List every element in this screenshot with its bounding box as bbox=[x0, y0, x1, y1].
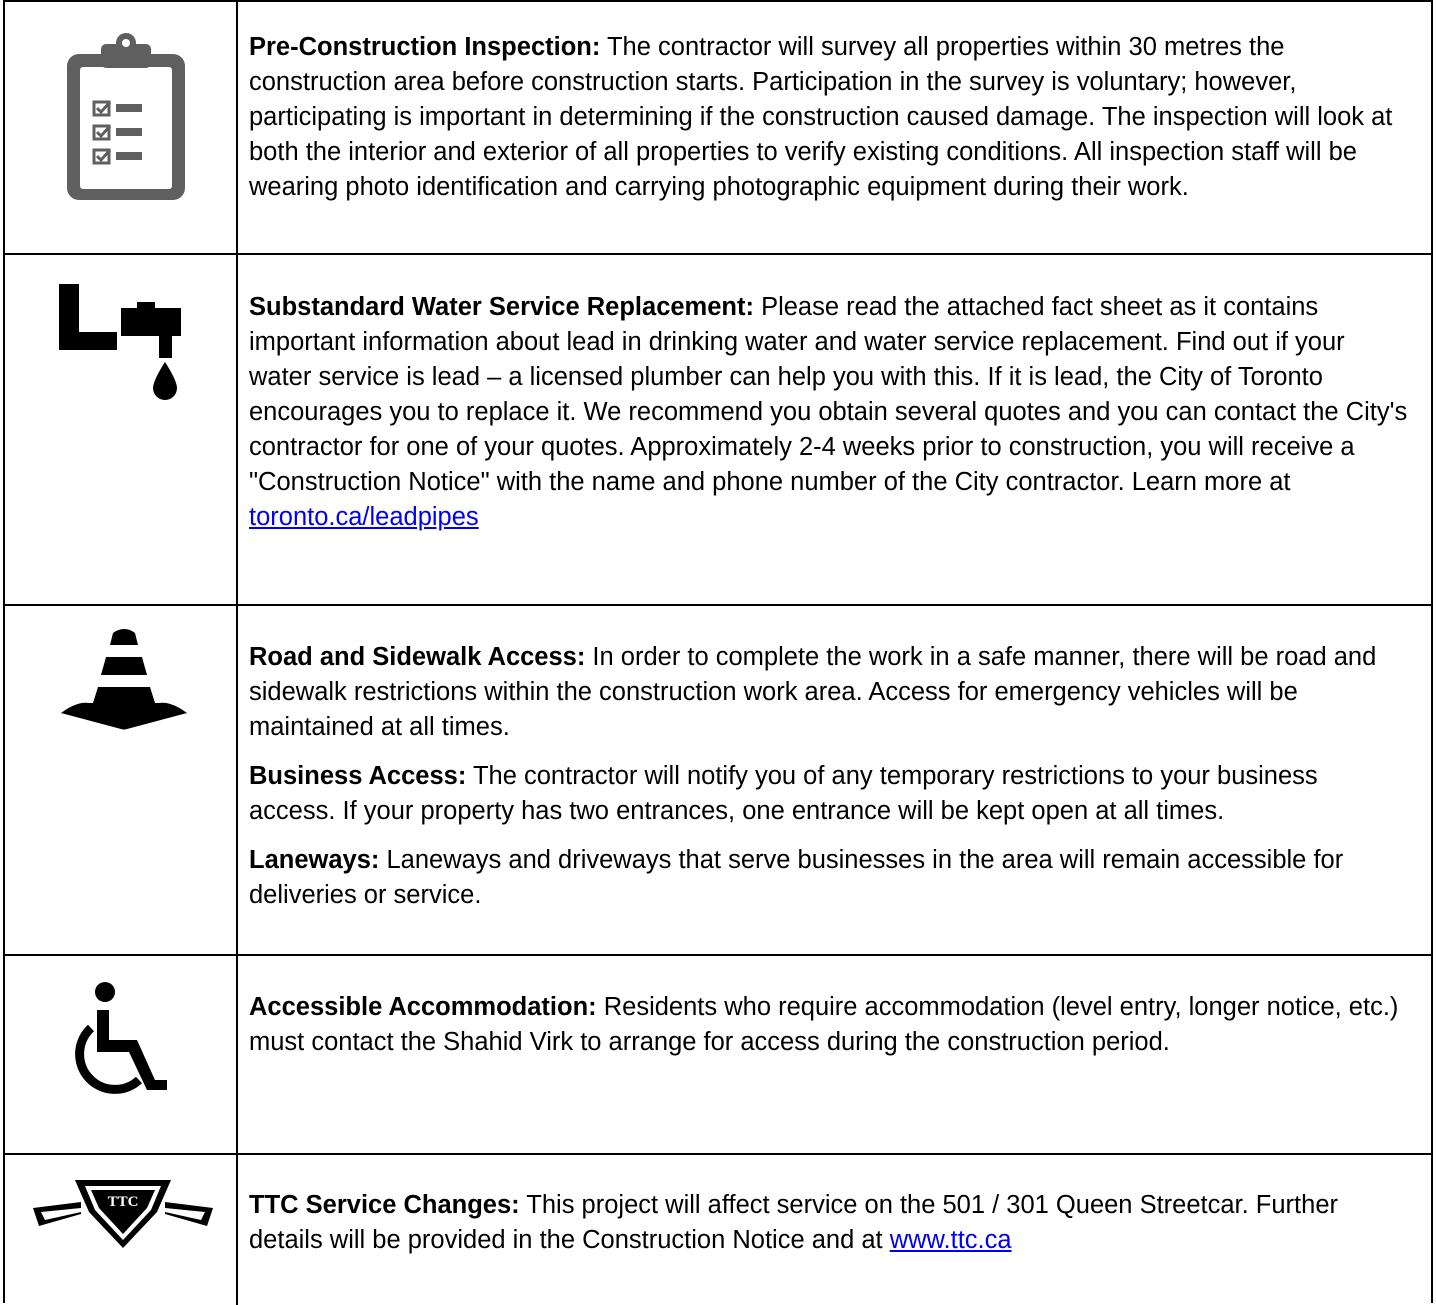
column-divider bbox=[236, 2, 238, 1305]
paragraph-heading: Accessible Accommodation: bbox=[249, 993, 597, 1021]
paragraph-heading: Business Access: bbox=[249, 762, 467, 790]
paragraph-text: The contractor will survey all properties within 30 metres the construction area before construction starts. Participation in the survey is voluntary; however, participating is important in determining if the construction caused damage. The inspection will look at both the interior and exterior of all properties to verify existing conditions. All inspection staff will be wearing photo identification and carrying photographic equipment during their work. bbox=[249, 33, 1393, 201]
paragraph bbox=[249, 290, 1409, 535]
row-divider bbox=[5, 1153, 1431, 1155]
paragraph-text: Please read the attached fact sheet as it contains important information about lead in drinking water and water service replacement. Find out if your water service is lead – a licensed plumber can help you with this. If it is lead, the City of Toronto encourages you to replace it. We recommend you obtain several quotes and you can contact the City's contractor for one of your quotes. Approximately 2-4 weeks prior to construction, you will receive a "Construction Notice" with the name and phone number of the City contractor. Learn more at bbox=[249, 293, 1408, 496]
row-divider bbox=[5, 954, 1431, 956]
ttc-logo-text: TTC bbox=[107, 1194, 139, 1210]
paragraph bbox=[249, 1188, 1409, 1258]
info-table bbox=[3, 0, 1433, 1303]
row-divider bbox=[5, 604, 1431, 606]
paragraph bbox=[249, 990, 1409, 1060]
ttc-logo-icon bbox=[33, 1172, 213, 1257]
paragraph bbox=[249, 843, 1409, 913]
clipboard-checklist-icon bbox=[61, 32, 191, 212]
paragraph-heading: Pre-Construction Inspection: bbox=[249, 33, 601, 61]
paragraph-text: This project will affect service on the 501 / 301 Queen Streetcar. Further details will be provided in the Construction Notice and at bbox=[249, 1191, 1338, 1254]
paragraph-heading: Substandard Water Service Replacement: bbox=[249, 293, 754, 321]
access-cell bbox=[249, 640, 1409, 927]
paragraph-heading: Laneways: bbox=[249, 846, 380, 874]
paragraph bbox=[249, 759, 1409, 829]
wheelchair-accessibility-icon bbox=[69, 980, 179, 1105]
pre-construction-cell bbox=[249, 30, 1409, 219]
accessible-accommodation-cell bbox=[249, 990, 1409, 1074]
traffic-cone-icon bbox=[59, 627, 189, 737]
paragraph-heading: TTC Service Changes: bbox=[249, 1191, 520, 1219]
ttc-link[interactable]: www.ttc.ca bbox=[889, 1226, 1012, 1254]
paragraph-text: Laneways and driveways that serve businesses in the area will remain accessible for deliveries or service. bbox=[249, 846, 1344, 909]
leadpipes-link[interactable]: toronto.ca/leadpipes bbox=[249, 503, 479, 531]
paragraph-text: In order to complete the work in a safe manner, there will be road and sidewalk restrictions within the construction work area. Access for emergency vehicles will be maintained at all times. bbox=[249, 643, 1377, 741]
water-pipe-drop-icon bbox=[55, 284, 195, 439]
paragraph-text: Residents who require accommodation (level entry, longer notice, etc.) must contact the Shahid Virk to arrange for access during the construction period. bbox=[249, 993, 1399, 1056]
ttc-cell bbox=[249, 1188, 1409, 1258]
paragraph bbox=[249, 640, 1409, 745]
paragraph-heading: Road and Sidewalk Access: bbox=[249, 643, 586, 671]
water-service-cell bbox=[249, 290, 1409, 549]
row-divider bbox=[5, 253, 1431, 255]
paragraph-text: The contractor will notify you of any temporary restrictions to your business access. If your property has two entrances, one entrance will be kept open at all times. bbox=[249, 762, 1318, 825]
paragraph bbox=[249, 30, 1409, 205]
